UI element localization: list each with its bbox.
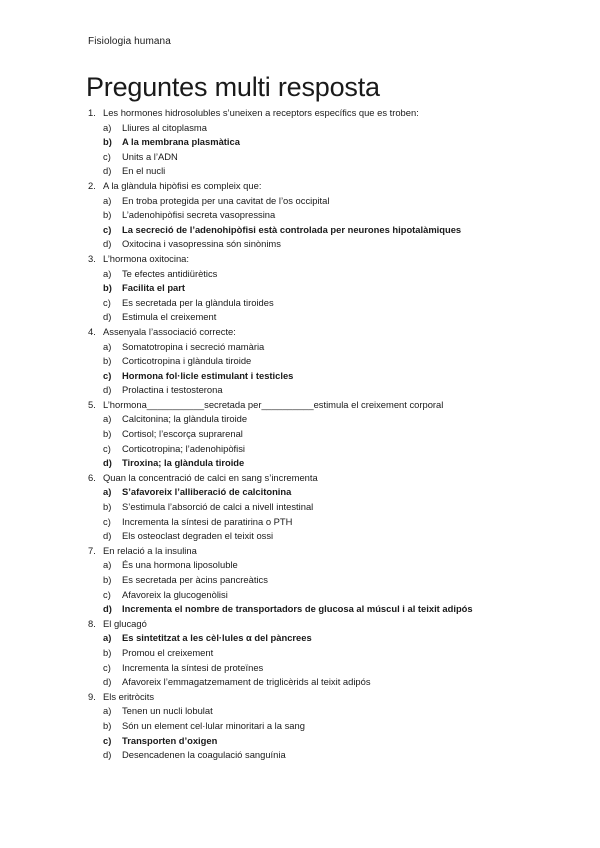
option-item — [103, 310, 568, 325]
option-item — [103, 354, 568, 369]
option-text: Somatotropina i secreció mamària — [122, 340, 265, 352]
option-letter: c) — [103, 661, 111, 673]
question-text: Les hormones hidrosolubles s’uneixen a receptors específics que es troben: — [103, 107, 419, 118]
question-item — [88, 471, 568, 544]
option-item — [103, 412, 568, 427]
option-letter: b) — [103, 209, 112, 221]
question-line — [88, 252, 568, 267]
option-letter: a) — [103, 194, 112, 206]
question-number: 4. — [88, 325, 96, 337]
option-item — [103, 267, 568, 282]
question-item — [88, 179, 568, 252]
option-text: Units a l’ADN — [122, 150, 178, 162]
option-letter: d) — [103, 749, 112, 761]
question-line — [88, 617, 568, 632]
option-letter: b) — [103, 646, 112, 658]
option-item — [103, 296, 568, 311]
question-line — [88, 690, 568, 705]
option-list — [88, 194, 568, 252]
option-text: Els osteoclast degraden el teixit ossi — [122, 530, 274, 542]
option-text: Incrementa el nombre de transportadors de glucosa al múscul i al teixit adipós — [122, 603, 473, 615]
option-item — [103, 558, 568, 573]
question-number: 6. — [88, 471, 96, 483]
question-number: 3. — [88, 252, 96, 264]
option-letter: a) — [103, 340, 112, 352]
question-text: L’hormona oxitocina: — [103, 252, 189, 264]
option-letter: c) — [103, 296, 111, 308]
option-item — [103, 573, 568, 588]
option-text: Tiroxina; la glàndula tiroide — [122, 457, 245, 469]
option-text: S’afavoreix l’alliberació de calcitonina — [122, 486, 292, 498]
option-letter: d) — [103, 165, 112, 177]
option-item — [103, 748, 568, 763]
option-list — [88, 340, 568, 398]
option-text: Oxitocina i vasopressina són sinònims — [122, 238, 281, 250]
option-text: Lliures al citoplasma — [122, 121, 207, 133]
question-text: Els eritròcits — [103, 690, 155, 702]
option-text: Tenen un nucli lobulat — [122, 705, 213, 717]
page-title: Preguntes multi resposta — [86, 72, 380, 102]
question-item — [88, 690, 568, 763]
option-list — [88, 704, 568, 762]
correct-option — [103, 602, 568, 617]
question-line — [88, 471, 568, 486]
option-item — [103, 427, 568, 442]
option-letter: a) — [103, 121, 112, 133]
option-item — [103, 121, 568, 136]
option-text: Són un element cel·lular minoritari a la sang — [122, 719, 305, 731]
option-letter: a) — [103, 486, 112, 498]
option-item — [103, 164, 568, 179]
question-text: L’hormona___________secretada per__________estimula el creixement corporal — [103, 398, 444, 410]
option-text: Transporten d’oxigen — [122, 734, 218, 746]
question-number: 5. — [88, 398, 96, 410]
option-list — [88, 558, 568, 616]
question-line — [88, 325, 568, 340]
page-header: Fisiologia humana — [88, 36, 171, 47]
option-text: Calcitonina; la glàndula tiroide — [122, 413, 248, 425]
option-text: Corticotropina; l’adenohipòfisi — [122, 442, 245, 454]
question-number: 1. — [88, 107, 96, 118]
question-line — [88, 179, 568, 194]
option-letter: b) — [103, 428, 112, 440]
option-item — [103, 588, 568, 603]
question-item — [88, 252, 568, 325]
question-text: El glucagó — [103, 617, 147, 629]
option-text: Facilita el part — [122, 282, 186, 294]
option-list — [88, 267, 568, 325]
option-letter: d) — [103, 384, 112, 396]
question-item — [88, 106, 568, 179]
option-letter: b) — [103, 355, 112, 367]
option-list — [88, 412, 568, 470]
option-letter: a) — [103, 559, 112, 571]
option-letter: a) — [103, 705, 112, 717]
question-text: En relació a la insulina — [103, 544, 197, 556]
option-letter: d) — [103, 530, 112, 542]
question-item — [88, 544, 568, 617]
option-text: Estimula el creixement — [122, 311, 217, 323]
correct-option — [103, 223, 568, 238]
option-letter: c) — [103, 150, 111, 162]
option-text: Cortisol; l’escorça suprarenal — [122, 428, 243, 440]
correct-option — [103, 369, 568, 384]
option-text: Afavoreix la glucogenòlisi — [122, 588, 228, 600]
option-text: A la membrana plasmàtica — [122, 136, 240, 148]
question-number: 2. — [88, 179, 96, 191]
option-letter: d) — [103, 676, 112, 688]
option-item — [103, 719, 568, 734]
option-letter: c) — [103, 588, 111, 600]
option-text: Es secretada per la glàndula tiroides — [122, 296, 274, 308]
option-text: Afavoreix l’emmagatzemament de triglicèrids al teixit adipós — [122, 676, 371, 688]
option-text: Es secretada per àcins pancreàtics — [122, 574, 268, 585]
correct-option — [103, 734, 568, 749]
correct-option — [103, 485, 568, 500]
option-text: En el nucli — [122, 165, 166, 177]
option-text: Prolactina i testosterona — [122, 384, 223, 396]
option-letter: c) — [103, 734, 112, 746]
option-text: És una hormona liposoluble — [122, 559, 238, 571]
option-item — [103, 515, 568, 530]
option-item — [103, 150, 568, 165]
question-number: 9. — [88, 690, 96, 702]
option-item — [103, 661, 568, 676]
option-item — [103, 675, 568, 690]
option-item — [103, 340, 568, 355]
option-text: Hormona fol·licle estimulant i testicles — [122, 369, 294, 381]
option-item — [103, 442, 568, 457]
question-text: Quan la concentració de calci en sang s’incrementa — [103, 471, 318, 483]
option-letter: a) — [103, 632, 112, 644]
option-letter: a) — [103, 413, 112, 425]
option-item — [103, 529, 568, 544]
option-text: S’estimula l’absorció de calci a nivell intestinal — [122, 501, 314, 513]
question-item — [88, 325, 568, 398]
question-line — [88, 544, 568, 559]
option-item — [103, 194, 568, 209]
option-letter: b) — [103, 501, 112, 513]
option-text: Desencadenen la coagulació sanguínia — [122, 749, 286, 761]
option-text: En troba protegida per una cavitat de l’os occipital — [122, 194, 330, 206]
option-item — [103, 646, 568, 661]
option-letter: d) — [103, 457, 112, 469]
option-list — [88, 485, 568, 543]
question-line — [88, 398, 568, 413]
option-letter: c) — [103, 442, 111, 454]
option-letter: a) — [103, 267, 112, 279]
option-letter: c) — [103, 369, 112, 381]
question-text: A la glàndula hipòfisi es compleix que: — [103, 179, 262, 191]
option-letter: d) — [103, 238, 112, 250]
option-item — [103, 704, 568, 719]
option-letter: d) — [103, 311, 112, 323]
question-number: 8. — [88, 617, 96, 629]
correct-option — [103, 135, 568, 150]
option-letter: b) — [103, 719, 112, 731]
question-item — [88, 617, 568, 690]
option-text: Te efectes antidiürètics — [122, 267, 218, 279]
correct-option — [103, 456, 568, 471]
option-list — [88, 121, 568, 179]
option-letter: c) — [103, 515, 111, 527]
option-letter: d) — [103, 603, 112, 615]
question-list — [88, 106, 568, 763]
option-item — [103, 208, 568, 223]
option-letter: b) — [103, 282, 112, 294]
option-text: Corticotropina i glàndula tiroide — [122, 355, 252, 367]
option-text: Incrementa la síntesi de paratirina o PTH — [122, 515, 293, 527]
question-line — [88, 106, 568, 121]
correct-option — [103, 631, 568, 646]
option-letter: b) — [103, 136, 112, 148]
option-item — [103, 500, 568, 515]
correct-option — [103, 281, 568, 296]
option-text: Es sintetitzat a les cèl·lules α del pàncrees — [122, 632, 312, 644]
option-letter: c) — [103, 223, 112, 235]
option-letter: b) — [103, 574, 112, 585]
option-text: L’adenohipòfisi secreta vasopressina — [122, 209, 276, 221]
option-list — [88, 631, 568, 689]
question-text: Assenyala l’associació correcte: — [103, 325, 236, 337]
option-text: Incrementa la síntesi de proteïnes — [122, 661, 264, 673]
option-text: Promou el creixement — [122, 646, 214, 658]
option-item — [103, 383, 568, 398]
option-item — [103, 237, 568, 252]
question-item — [88, 398, 568, 471]
option-text: La secreció de l’adenohipòfisi està controlada per neurones hipotalàmiques — [122, 223, 462, 235]
question-number: 7. — [88, 544, 96, 556]
